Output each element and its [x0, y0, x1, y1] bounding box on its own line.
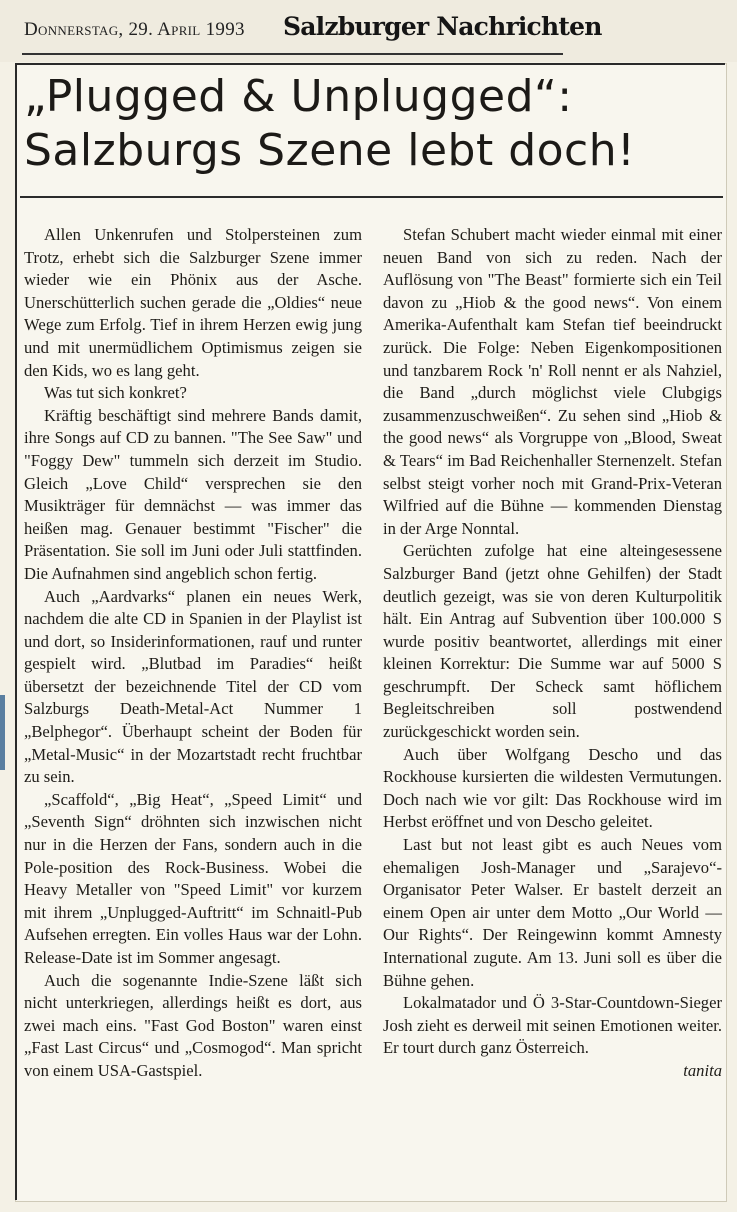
headline-line-1: „Plugged & Unplugged“:: [24, 71, 573, 122]
headline-rule: [20, 196, 723, 198]
headline-line-2: Salzburgs Szene lebt doch!: [24, 125, 636, 176]
paragraph: „Scaffold“, „Big Heat“, „Speed Limit“ und „Seventh Sign“ dröhnten sich inzwischen nicht nur in die Herzen der Fans, sondern auch in die Pole-position des Rock-Business. Wobei die Heavy Metaller von "Speed Limit" vor kurzem mit ihrem „Unplugged-Auftritt“ im Schnaitl-Pub Aufsehen erregten. Ein volles Haus war der Lohn. Release-Date ist im Sommer angesagt.: [24, 789, 362, 967]
paragraph: Allen Unkenrufen und Stolpersteinen zum Trotz, erhebt sich die Salzburger Szene immer wieder wie ein Phönix aus der Asche. Unerschütterlich suchen gerade die „Oldies“ neue Wege zum Erfolg. Tief in ihrem Herzen ewig jung und mit unermüdlichem Optimismus zeigen sie den Kids, wo es lang geht.: [24, 225, 362, 380]
paragraph: Last but not least gibt es auch Neues vom ehemaligen Josh-Manager und „Sarajevo“-Organisator Peter Walser. Er bastelt derzeit an einem Open air unter dem Motto „Our World — Our Rights“. Der Reingewinn kommt Amnesty International zugute. Am 13. Juni soll es über die Bühne gehen.: [383, 835, 722, 990]
headline: [24, 70, 724, 178]
paragraph: Auch „Aardvarks“ planen ein neues Werk, nachdem die alte CD in Spanien in der Playlist ist und dort, so Insiderinformationen, rauf und runter gespielt wird. „Blutbad im Paradies“ heißt übersetzt der bezeichnende Titel der CD vom Salzburgs Death-Metal-Act Nummer 1 „Belphegor“. Überhaupt scheint der Boden für „Metal-Music“ in der Mozartstadt recht fruchtbar zu sein.: [24, 586, 362, 787]
paragraph: Gerüchten zufolge hat eine alteingesessene Salzburger Band (jetzt ohne Gehilfen) der Stadt deutlich gezeigt, was sie von deren Kulturpolitik hält. Ein Antrag auf Subvention über 100.000 S wurde positiv beantwortet, allerdings mit einer kleinen Korrektur: Die Summe war auf 5000 S geschrumpft. Der Scheck samt höflichem Begleitschreiben soll postwendend zurückgeschickt worden sein.: [383, 541, 722, 742]
paragraph: Auch die sogenannte Indie-Szene läßt sich nicht unterkriegen, allerdings heißt es dort, aus zwei mach eins. "Fast God Boston" waren einst „Fast Last Circus“ und „Cosmogod“. Man spricht von einem USA-Gastspiel.: [24, 970, 362, 1080]
dateline: Donnerstag, 29. April 1993: [24, 19, 245, 40]
author-signature: tanita: [683, 1060, 722, 1080]
clipping-top-border: [15, 63, 725, 65]
page-header: [0, 0, 737, 62]
scanner-margin-mark: [0, 695, 5, 770]
masthead-rule: [22, 53, 563, 55]
paragraph: Lokalmatador und Ö 3-Star-Countdown-Sieger Josh zieht es derweil mit seinen Emotionen weiter. Er tourt durch ganz Österreich.: [383, 993, 722, 1058]
article-column-right: [383, 224, 722, 1083]
clipping-left-border: [15, 63, 17, 1200]
masthead: Salzburger Nachrichten: [283, 12, 602, 41]
paragraph: Auch über Wolfgang Descho und das Rockhouse kursierten die wildesten Vermutungen. Doch nach wie vor gilt: Das Rockhouse wird im Herbst eröffnet und von Descho geleitet.: [383, 744, 722, 832]
paragraph: Stefan Schubert macht wieder einmal mit einer neuen Band von sich zu reden. Nach der Auflösung von "The Beast" formierte sich ein Teil davon zu „Hiob & the good news“. Von einem Amerika-Aufenthalt kam Stefan tief beeindruckt zurück. Die Folge: Neben Eigenkompositionen und tanzbarem Rock 'n' Roll nennt er als Nahziel, die Band „durch möglichst viele Clubgigs zusammenzuschweißen“. Zu sehen sind „Hiob & the good news“ als Vorgruppe von „Blood, Sweat & Tears“ im Bad Reichenhaller Sternenzelt. Stefan selbst steigt vorher noch mit Grand-Prix-Veteran Wilfried auf die Bühne — kommenden Dienstag in der Arge Nonntal.: [383, 225, 722, 538]
paragraph: Was tut sich konkret?: [44, 383, 187, 403]
article-column-left: [24, 224, 362, 1083]
paragraph: Kräftig beschäftigt sind mehrere Bands damit, ihre Songs auf CD zu bannen. "The See Saw" und "Foggy Dew" tummeln sich derzeit im Studio. Gleich „Love Child“ versprechen sie den Musikträger für demnächst — was immer das heißen mag. Genauer bestimmt "Fischer" die Präsentation. Sie soll im Juni oder Juli stattfinden. Die Aufnahmen sind angeblich schon fertig.: [24, 405, 362, 583]
